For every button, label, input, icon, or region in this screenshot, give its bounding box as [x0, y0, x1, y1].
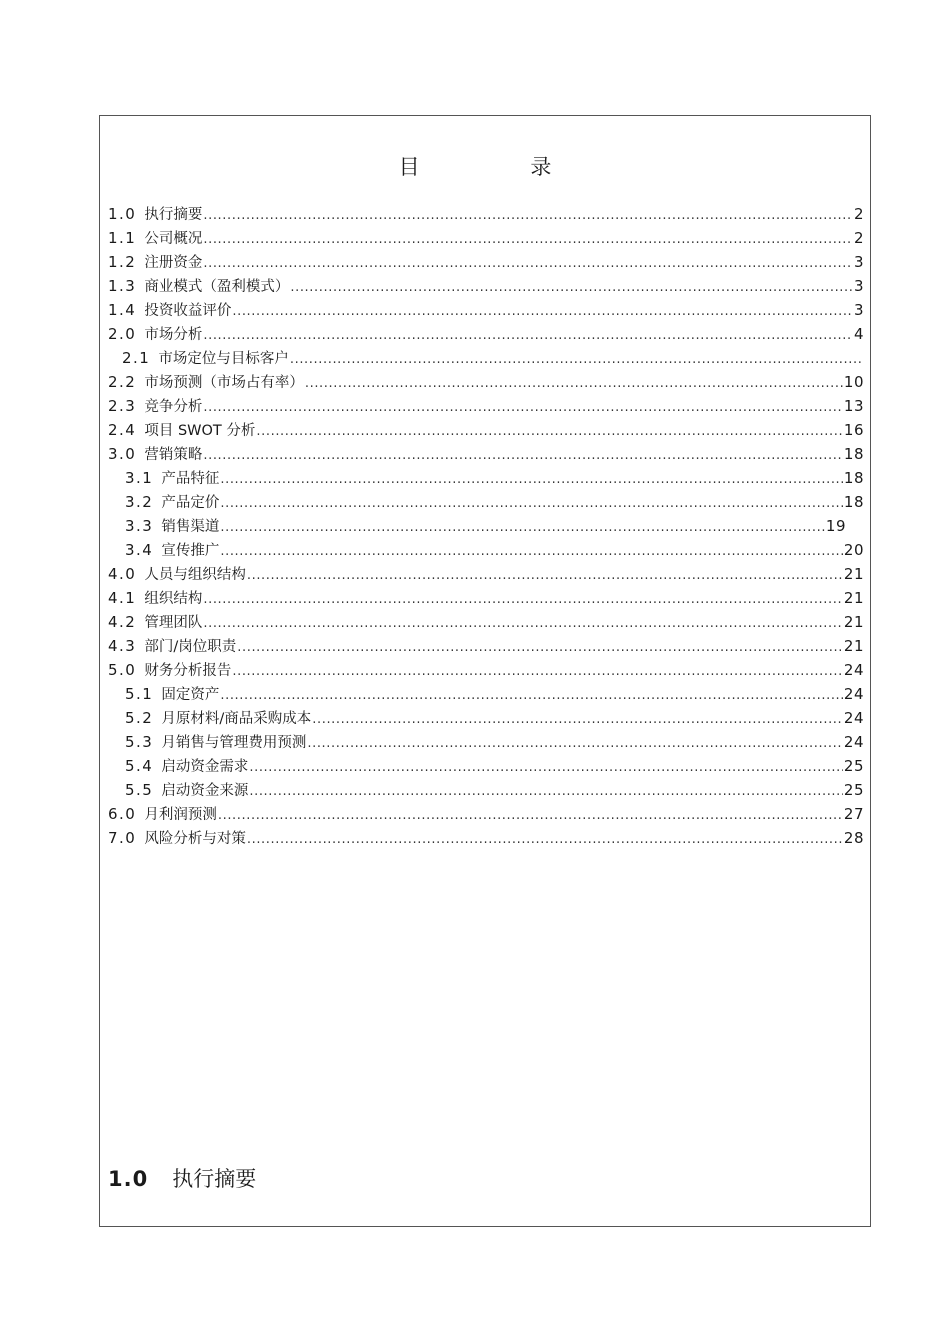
- toc-entry-number: 5.1: [125, 685, 154, 703]
- toc-dot-leader: [220, 540, 843, 562]
- toc-entry-label: 产品特征: [161, 471, 220, 487]
- toc-entry-page: 21: [843, 589, 864, 607]
- toc-entry-page: 28: [843, 829, 864, 847]
- toc-entry-page: 10: [843, 373, 864, 391]
- toc-list: [108, 202, 864, 850]
- toc-entry-label: 启动资金来源: [161, 783, 249, 799]
- toc-entry[interactable]: [108, 250, 864, 274]
- toc-entry-label: 产品定价: [161, 495, 220, 511]
- toc-entry-label: 组织结构: [144, 591, 203, 607]
- toc-dot-leader: [290, 348, 863, 370]
- toc-entry-label: 月原材料/商品采购成本: [161, 711, 312, 727]
- toc-dot-leader: [203, 228, 853, 250]
- section-number: 1.0: [108, 1167, 149, 1191]
- toc-entry[interactable]: [108, 634, 864, 658]
- toc-entry-label: 销售渠道: [161, 519, 220, 535]
- toc-entry-number: 5.4: [125, 757, 154, 775]
- toc-entry-number: 5.2: [125, 709, 154, 727]
- toc-entry-number: 1.4: [108, 301, 137, 319]
- toc-dot-leader: [247, 564, 843, 586]
- toc-entry-number: 4.3: [108, 637, 137, 655]
- toc-entry-label: 部门/岗位职责: [144, 639, 237, 655]
- toc-dot-leader: [203, 588, 843, 610]
- toc-entry-page: 2: [853, 205, 864, 223]
- toc-dot-leader: [203, 396, 843, 418]
- toc-dot-leader: [312, 708, 843, 730]
- toc-entry-page: 2: [853, 229, 864, 247]
- toc-entry[interactable]: [108, 538, 864, 562]
- toc-entry-page: 13: [843, 397, 864, 415]
- toc-entry-page: 27: [843, 805, 864, 823]
- toc-entry-number: 4.0: [108, 565, 137, 583]
- toc-entry-number: 2.3: [108, 397, 137, 415]
- toc-dot-leader: [220, 492, 843, 514]
- toc-dot-leader: [249, 756, 843, 778]
- toc-entry-number: 3.3: [125, 517, 154, 535]
- toc-entry[interactable]: [108, 730, 864, 754]
- toc-title: 目 录: [398, 155, 604, 179]
- toc-dot-leader: [203, 612, 843, 634]
- toc-entry[interactable]: [108, 706, 864, 730]
- toc-dot-leader: [220, 684, 843, 706]
- toc-entry-page: 3: [853, 253, 864, 271]
- toc-entry-number: 5.0: [108, 661, 137, 679]
- toc-entry[interactable]: [108, 418, 864, 442]
- toc-entry-number: 2.1: [122, 349, 151, 367]
- toc-entry-number: 3.0: [108, 445, 137, 463]
- toc-entry-number: 2.2: [108, 373, 137, 391]
- toc-entry[interactable]: [108, 202, 864, 226]
- toc-dot-leader: [232, 300, 853, 322]
- toc-entry-label: 项目 SWOT 分析: [144, 423, 256, 439]
- toc-entry-number: 1.1: [108, 229, 137, 247]
- toc-entry-label: 竞争分析: [144, 399, 203, 415]
- toc-entry-label: 月销售与管理费用预测: [161, 735, 307, 751]
- toc-entry[interactable]: [108, 610, 864, 634]
- toc-entry-page: 3: [853, 277, 864, 295]
- toc-entry-label: 宣传推广: [161, 543, 220, 559]
- toc-entry-page: 21: [843, 613, 864, 631]
- toc-entry-page: 21: [843, 565, 864, 583]
- toc-dot-leader: [237, 636, 843, 658]
- toc-entry-label: 人员与组织结构: [144, 567, 246, 583]
- toc-entry-number: 4.1: [108, 589, 137, 607]
- toc-dot-leader: [203, 252, 853, 274]
- toc-dot-leader: [203, 444, 843, 466]
- toc-dot-leader: [290, 276, 853, 298]
- toc-entry-page: 4: [853, 325, 864, 343]
- toc-dot-leader: [220, 516, 825, 538]
- toc-entry-number: 1.3: [108, 277, 137, 295]
- toc-entry[interactable]: [108, 754, 864, 778]
- toc-entry[interactable]: [108, 682, 864, 706]
- toc-dot-leader: [203, 324, 853, 346]
- toc-entry[interactable]: [108, 658, 864, 682]
- toc-dot-leader: [218, 804, 843, 826]
- toc-entry[interactable]: [108, 802, 864, 826]
- toc-entry-number: 2.4: [108, 421, 137, 439]
- toc-entry[interactable]: [108, 346, 864, 370]
- toc-entry-number: 6.0: [108, 805, 137, 823]
- toc-dot-leader: [256, 420, 843, 442]
- toc-entry-page: 19: [825, 517, 846, 535]
- toc-entry-label: 管理团队: [144, 615, 203, 631]
- toc-entry-page: 24: [843, 709, 864, 727]
- toc-entry-page: 21: [843, 637, 864, 655]
- toc-entry-number: 5.3: [125, 733, 154, 751]
- toc-entry-number: 3.4: [125, 541, 154, 559]
- toc-entry[interactable]: [108, 562, 864, 586]
- toc-dot-leader: [203, 204, 853, 226]
- toc-entry-number: 2.0: [108, 325, 137, 343]
- toc-entry-label: 投资收益评价: [144, 303, 232, 319]
- toc-entry[interactable]: [108, 586, 864, 610]
- toc-entry[interactable]: [108, 226, 864, 250]
- toc-entry-label: 市场预测（市场占有率）: [144, 375, 304, 391]
- toc-entry-number: 1.2: [108, 253, 137, 271]
- toc-entry-number: 3.1: [125, 469, 154, 487]
- toc-entry[interactable]: [108, 394, 864, 418]
- toc-entry[interactable]: [108, 322, 864, 346]
- toc-entry[interactable]: [108, 778, 864, 802]
- toc-entry-label: 注册资金: [144, 255, 203, 271]
- toc-dot-leader: [247, 828, 843, 850]
- toc-entry-label: 执行摘要: [144, 207, 203, 223]
- toc-dot-leader: [232, 660, 843, 682]
- section-heading: [108, 1164, 256, 1194]
- toc-entry-label: 商业模式（盈利模式）: [144, 279, 290, 295]
- toc-entry-number: 4.2: [108, 613, 137, 631]
- toc-entry[interactable]: [108, 826, 864, 850]
- toc-entry[interactable]: [108, 274, 864, 298]
- toc-entry-label: 启动资金需求: [161, 759, 249, 775]
- toc-entry-page: 18: [843, 493, 864, 511]
- toc-entry-page: 24: [843, 733, 864, 751]
- toc-entry-number: 1.0: [108, 205, 137, 223]
- toc-entry-number: 7.0: [108, 829, 137, 847]
- toc-entry-page: 25: [843, 781, 864, 799]
- toc-entry-page: 16: [843, 421, 864, 439]
- toc-entry-label: 市场定位与目标客户: [158, 351, 289, 367]
- toc-entry[interactable]: [108, 442, 864, 466]
- toc-entry-label: 公司概况: [144, 231, 203, 247]
- toc-dot-leader: [307, 732, 843, 754]
- toc-dot-leader: [220, 468, 843, 490]
- toc-entry[interactable]: [108, 466, 864, 490]
- toc-entry-label: 财务分析报告: [144, 663, 232, 679]
- toc-entry-page: 18: [843, 445, 864, 463]
- toc-entry-page: 3: [853, 301, 864, 319]
- toc-entry-label: 月利润预测: [144, 807, 217, 823]
- toc-entry-label: 固定资产: [161, 687, 220, 703]
- toc-entry-number: 3.2: [125, 493, 154, 511]
- toc-entry-number: 5.5: [125, 781, 154, 799]
- toc-entry[interactable]: [108, 514, 864, 538]
- toc-entry[interactable]: [108, 370, 864, 394]
- toc-entry-label: 市场分析: [144, 327, 203, 343]
- toc-entry-page: 24: [843, 685, 864, 703]
- section-title: 执行摘要: [172, 1167, 257, 1191]
- toc-entry-label: 风险分析与对策: [144, 831, 246, 847]
- toc-entry-page: 18: [843, 469, 864, 487]
- toc-dot-leader: [249, 780, 843, 802]
- toc-dot-leader: [305, 372, 843, 394]
- toc-entry-page: 24: [843, 661, 864, 679]
- toc-entry[interactable]: [108, 298, 864, 322]
- toc-entry-label: 营销策略: [144, 447, 203, 463]
- toc-entry-page: 25: [843, 757, 864, 775]
- toc-entry[interactable]: [108, 490, 864, 514]
- toc-entry-page: 20: [843, 541, 864, 559]
